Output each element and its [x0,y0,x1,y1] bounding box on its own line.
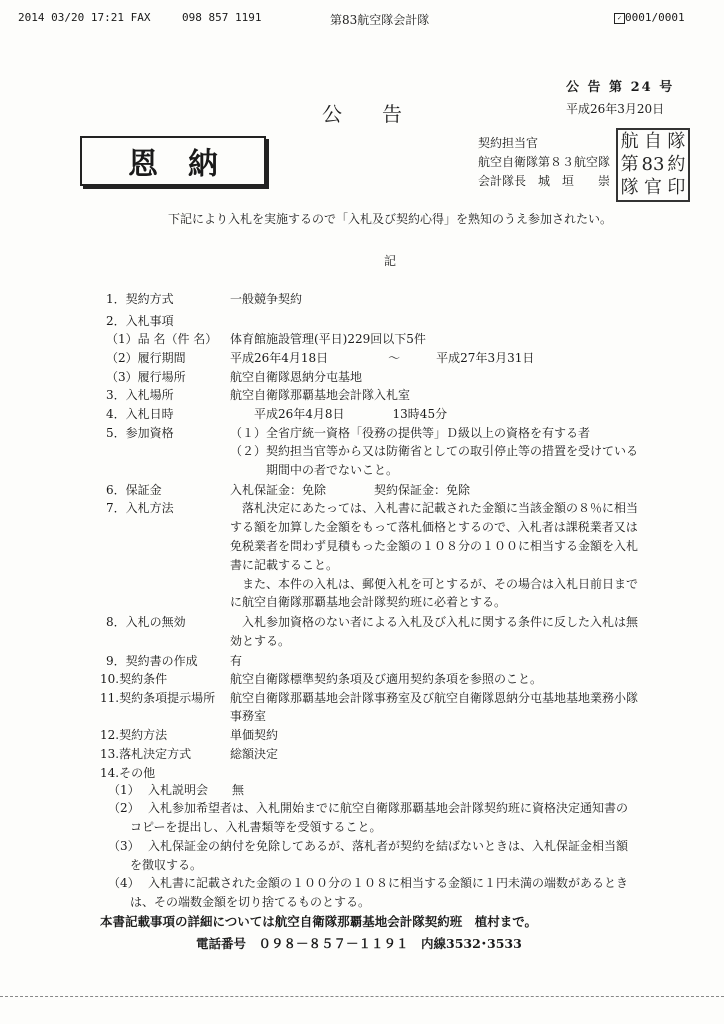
item-value: 航空自衛隊標準契約条項及び適用契約条項を参照のこと。 [230,672,543,686]
scan-edge [0,996,724,997]
item-value: 入札保証金：免除 契約保証金：免除 [230,483,471,497]
item-label: 8．入札の無効 [106,615,186,629]
item-value: に航空自衛隊那覇基地会計隊契約班に必着とする。 [230,595,507,609]
other-number: （1） [108,783,140,797]
item-label: 10.契約条件 [100,672,168,686]
item-value: する額を加算した金額をもって落札価格とするので、入札者は課税業者又は [230,520,638,534]
item-label: 1．契約方式 [106,292,174,306]
fax-number: 098 857 1191 [182,11,262,24]
ki-heading: 記 [384,254,397,268]
item-value: 総額決定 [230,747,279,761]
page-title: 公 告 [322,102,402,126]
item-value: 有 [230,654,243,668]
notice-number: 公 告 第 24 号 [566,80,675,95]
item-label: 12.契約方法 [100,728,168,742]
item-value: 落札決定にあたっては、入札書に記載された金額に当該金額の８％に相当 [230,501,639,515]
fax-sender: 第83航空隊会計隊 [330,13,430,27]
item-value: 平成26年4月18日 ～ 平成27年3月31日 [230,351,535,365]
item-value: また、本件の入札は、郵便入札を可とするが、その場合は入札日前日まで [230,577,639,591]
issuer-unit: 航空自衛隊第８３航空隊 [478,155,611,169]
other-text: は、その端数金額を切り捨てるものとする。 [130,895,371,909]
other-number: （3） [108,839,140,853]
intro-text: 下記により入札を実施するので「入札及び契約心得」を熟知のうえ参加されたい。 [168,212,613,226]
other-text: 入札保証金の納付を免除してあるが、落札者が契約を結ばないときは、入札保証金相当額 [148,839,629,853]
item-value: 体育館施設管理(平日)229回以下5件 [230,332,426,346]
other-text: コピーを提出し、入札書類等を受領すること。 [130,820,382,834]
contact-note: 本書記載事項の詳細については航空自衛隊那覇基地会計隊契約班 植村まで。 [100,914,538,929]
item-value: 事務室 [230,709,267,723]
phone-number: 電話番号 ０９８－８５７－１１９１ 内線3532･3533 [196,936,522,951]
item-label: 9．契約書の作成 [106,654,198,668]
item-label: 7．入札方法 [106,501,174,515]
item-value: 効とする。 [230,634,291,648]
item-label: 11.契約条項提示場所 [100,691,216,705]
item-value: 入札参加資格のない者による入札及び入札に関する条件に反した入札は無 [230,615,639,629]
fax-datetime: 2014 03/20 17:21 FAX [18,11,151,24]
item-label: （1）品 名（件 名） [106,332,218,346]
other-number: （4） [108,876,140,890]
official-seal: 航 自 隊 第 83 約 隊 官 印 [616,128,690,202]
item-value: 書に記載すること。 [230,558,339,572]
item-label: 2．入札事項 [106,314,174,328]
item-label: 6．保証金 [106,483,162,497]
item-value: 航空自衛隊那覇基地会計隊事務室及び航空自衛隊恩納分屯基地基地業務小隊 [230,691,639,705]
item-label: 14.その他 [100,766,156,780]
item-value: 航空自衛隊恩納分屯基地 [230,370,363,384]
item-value: 一般競争契約 [230,292,303,306]
other-text: 入札説明会 無 [148,783,245,797]
item-label: 4．入札日時 [106,407,174,421]
item-label: 13.落札決定方式 [100,747,192,761]
item-value: （２）契約担当官等から又は防衛省としての取引停止等の措置を受けている [230,444,639,458]
item-value: 期間中の者でないこと。 [230,463,399,477]
fax-page-icon: ✓ [614,13,625,24]
location-stamp: 恩納 [80,136,266,186]
item-label: 5．参加資格 [106,426,174,440]
item-value: 免税業者を問わず見積もった金額の１０８分の１００に相当する金額を入札 [230,539,639,553]
item-value: （１）全省庁統一資格「役務の提供等」Ｄ級以上の資格を有する者 [230,426,591,440]
item-value: 単価契約 [230,728,279,742]
item-value: 平成26年4月8日 13時45分 [230,407,448,421]
notice-date: 平成26年3月20日 [566,102,665,116]
issuer-name: 会計隊長 城 垣 崇 [478,174,611,188]
other-text: 入札書に記載された金額の１００分の１０８に相当する金額に１円未満の端数があるとき [148,876,629,890]
issuer-title: 契約担当官 [478,136,539,150]
other-text: 入札参加希望者は、入札開始までに航空自衛隊那覇基地会計隊契約班に資格決定通知書の [148,801,629,815]
item-label: （2）履行期間 [106,351,186,365]
item-label: 3．入札場所 [106,388,174,402]
other-text: を徴収する。 [130,858,203,872]
other-number: （2） [108,801,140,815]
item-label: （3）履行場所 [106,370,186,384]
fax-page-number: 0001/0001 [625,11,685,24]
item-value: 航空自衛隊那覇基地会計隊入札室 [230,388,411,402]
fax-page [614,11,685,24]
